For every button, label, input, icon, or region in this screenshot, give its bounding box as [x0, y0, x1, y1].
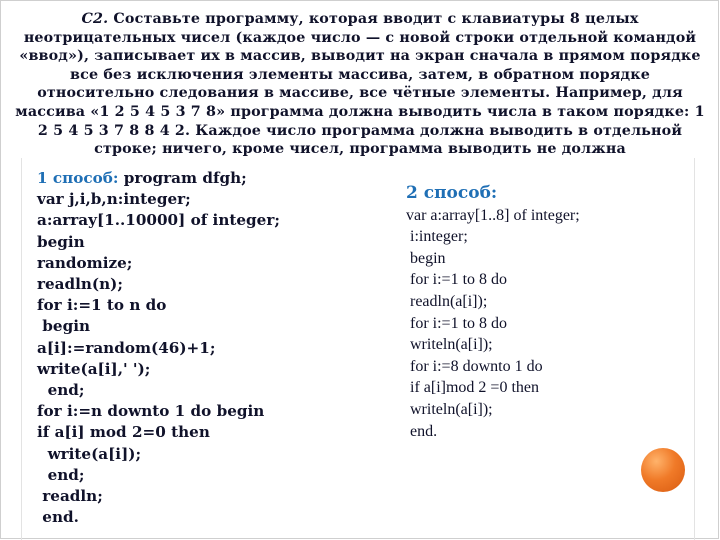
- code-line: readln(a[i]);: [406, 292, 488, 310]
- code-line: for i:=1 to 8 do: [406, 271, 508, 289]
- code-line: for i:=n downto 1 do begin: [37, 402, 265, 421]
- code-line: if a[i]mod 2 =0 then: [406, 379, 539, 397]
- task-line: все без исключения элементы массива, затем, в обратном порядке: [70, 66, 650, 83]
- code-line: randomize;: [37, 253, 133, 272]
- code-line: begin: [37, 317, 91, 336]
- left-rule: [21, 158, 22, 540]
- method1-code: [37, 168, 280, 528]
- code-line: write(a[i]);: [37, 444, 142, 463]
- code-line: for i:=1 to 8 do: [406, 314, 508, 332]
- code-line: a[i]:=random(46)+1;: [37, 338, 216, 357]
- task-line: неотрицательных чисел (каждое число — с новой строки отдельной командой: [23, 29, 697, 46]
- task-number: С2.: [81, 11, 109, 27]
- code-line: begin: [406, 249, 446, 267]
- right-rule: [694, 158, 695, 540]
- task-line: С2. Составьте программу, которая вводит с клавиатуры 8 целых: [81, 11, 639, 27]
- code-line: end.: [37, 508, 79, 527]
- code-line: end;: [37, 381, 85, 400]
- code-line: i:integer;: [406, 228, 468, 246]
- code-line: var j,i,b,n:integer;: [37, 190, 191, 209]
- code-line: writeln(a[i]);: [406, 336, 493, 354]
- task-line: массива «1 2 5 4 5 3 7 8» программа должна выводить числа в таком порядке: 1: [15, 103, 705, 120]
- task-line: относительно следования в массиве, все чётные элементы. Например, для: [37, 85, 683, 102]
- code-line: begin: [37, 232, 85, 251]
- code-line: for i:=8 downto 1 do: [406, 357, 543, 375]
- task-line: строке; ничего, кроме чисел, программа выводить не должна: [94, 141, 626, 158]
- code-line: readln(n);: [37, 275, 123, 294]
- code-line: a:array[1..10000] of integer;: [37, 211, 280, 230]
- decorative-orb: [641, 448, 685, 492]
- code-line: var a:array[1..8] of integer;: [406, 206, 580, 224]
- code-line: end.: [406, 422, 438, 440]
- code-line: for i:=1 to n do: [37, 296, 167, 315]
- method1-heading: 1 способ:: [37, 169, 119, 187]
- code-line: writeln(a[i]);: [406, 400, 493, 418]
- method1-first-line: 1 способ: program dfgh;: [37, 169, 247, 187]
- code-line: readln;: [37, 487, 103, 506]
- task-statement: [6, 10, 714, 159]
- task-line: 2 5 4 5 3 7 8 8 4 2. Каждое число программа должна выводить в отдельной: [37, 122, 683, 139]
- code-line: if a[i] mod 2=0 then: [37, 423, 210, 442]
- code-line: end;: [37, 465, 85, 484]
- code-line: write(a[i],' ');: [37, 359, 151, 378]
- method2-code: [406, 183, 580, 442]
- task-line: «ввод»), записывает их в массив, выводит на экран сначала в прямом порядке: [19, 48, 701, 65]
- method2-heading: 2 способ:: [406, 183, 498, 203]
